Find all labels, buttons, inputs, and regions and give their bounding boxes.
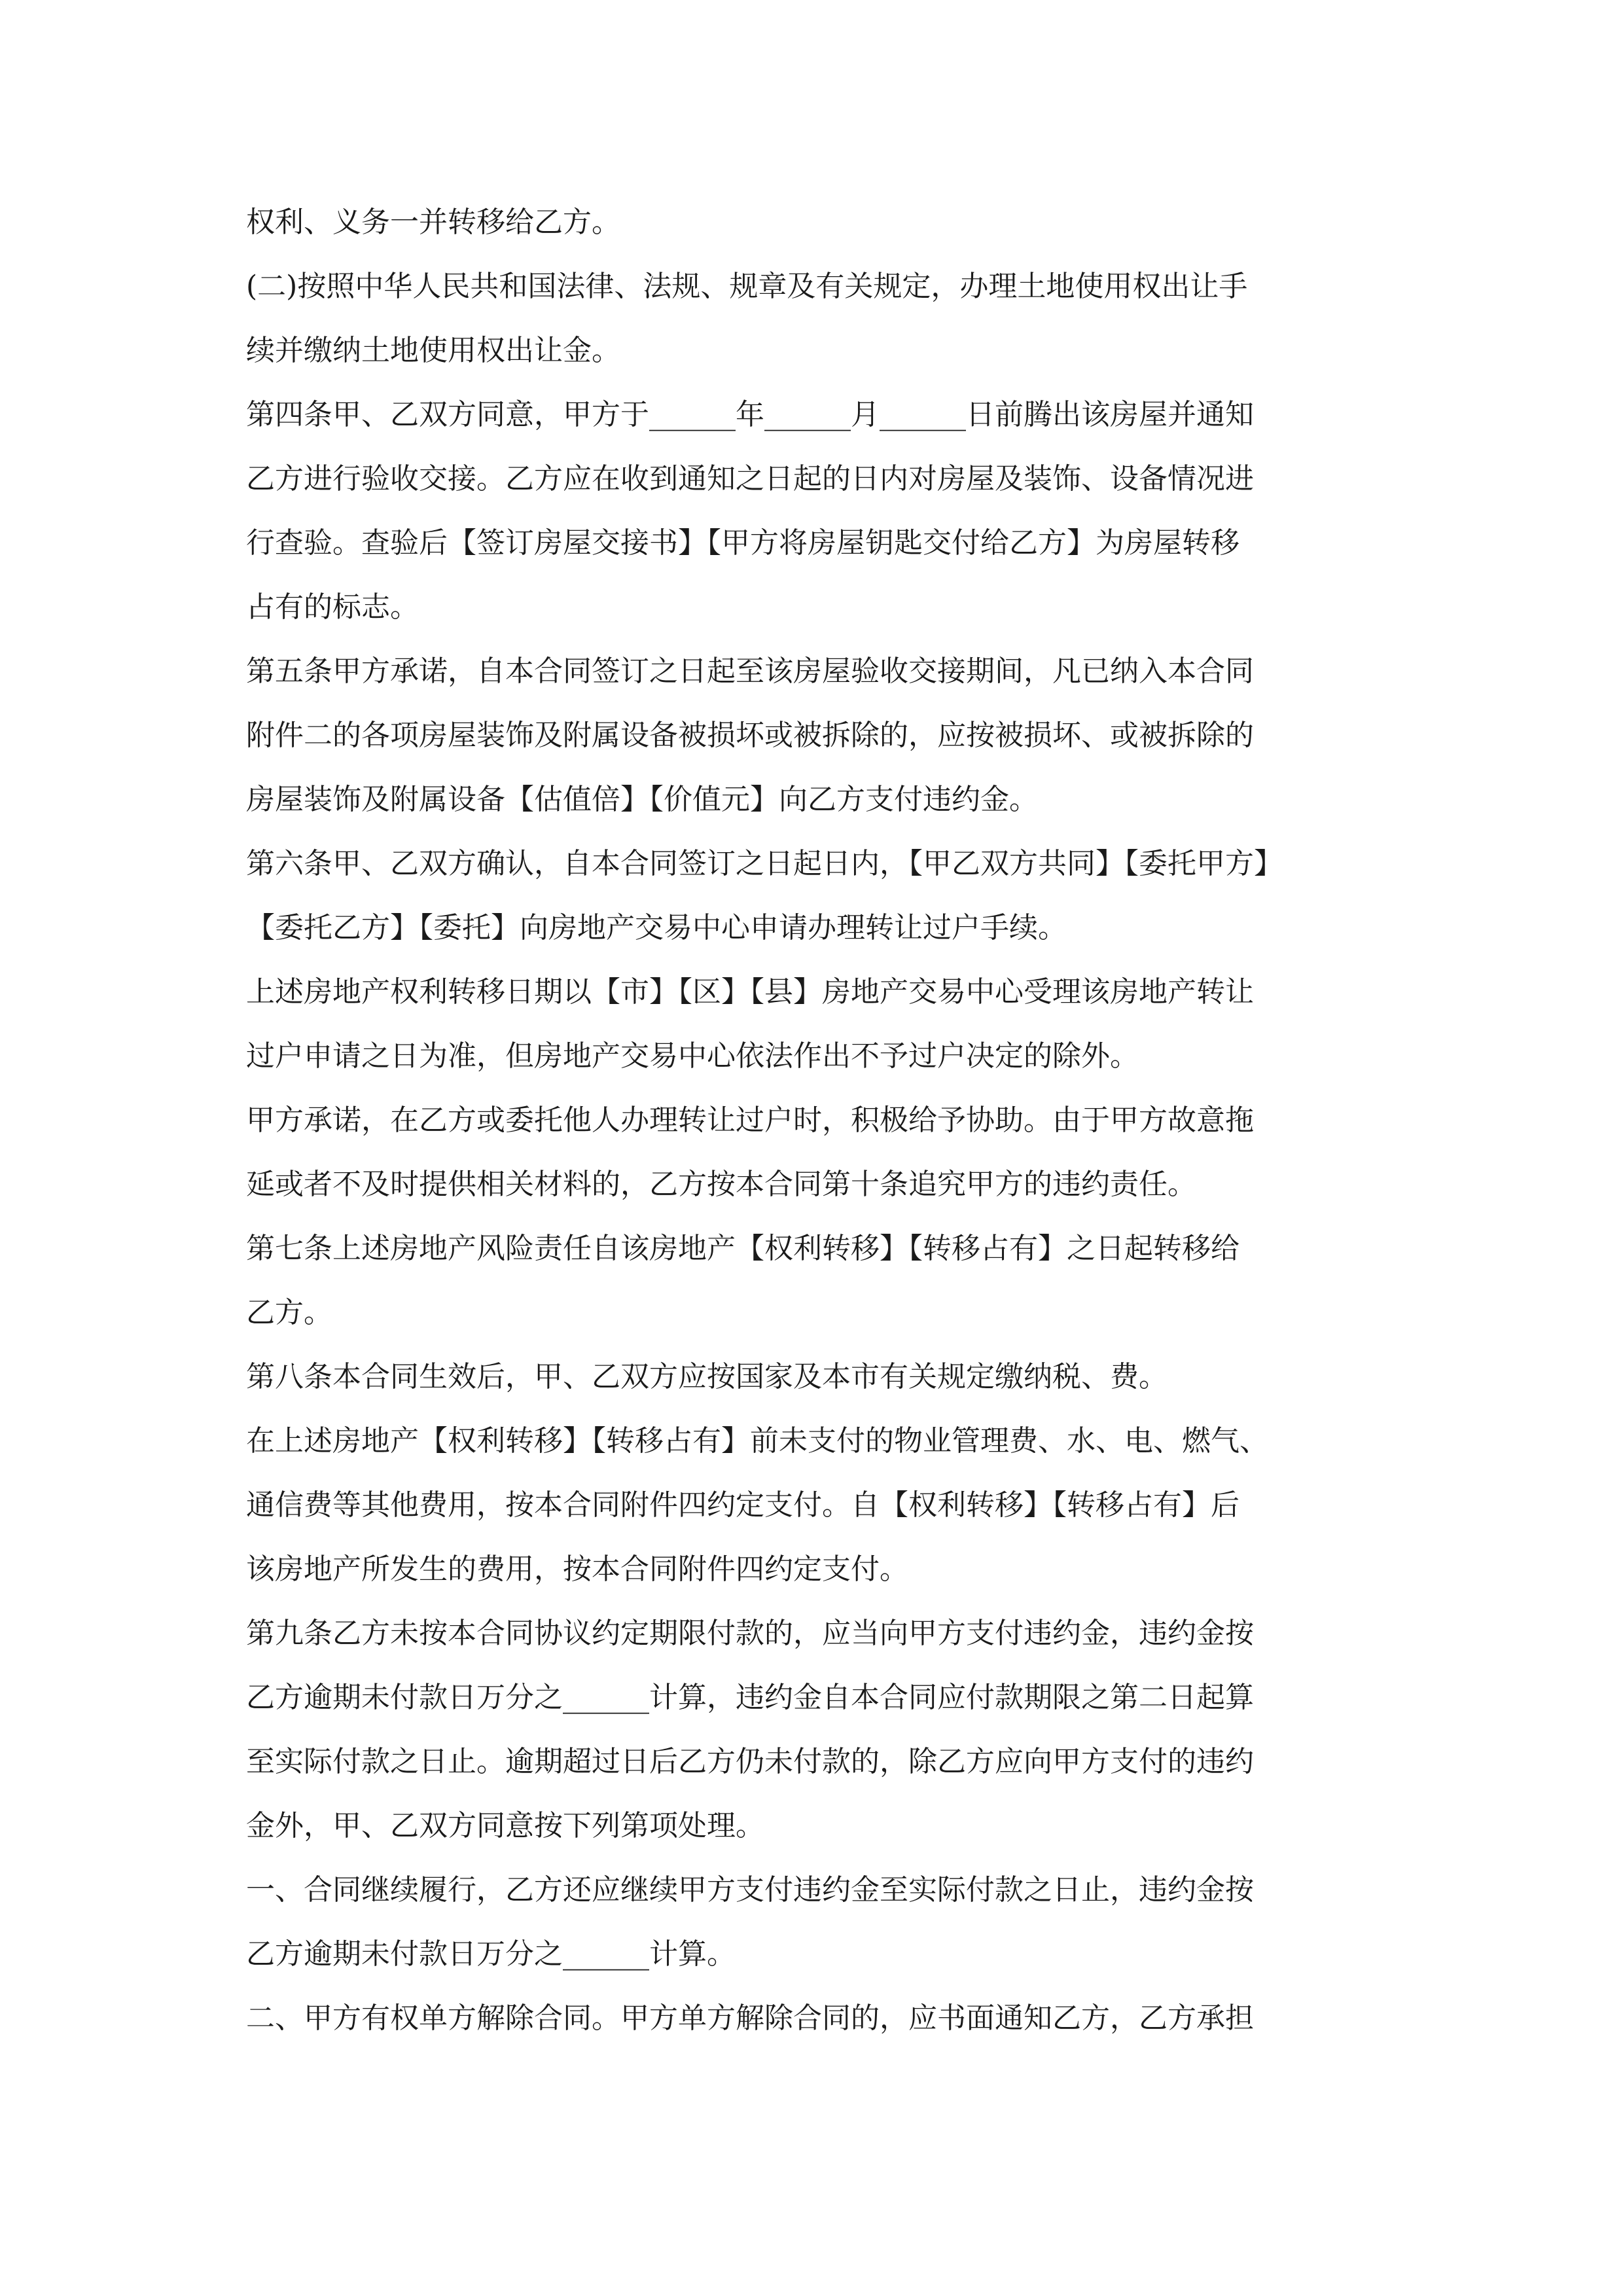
text-line: 通信费等其他费用，按本合同附件四约定支付。自【权利转移】【转移占有】后 (246, 1488, 1240, 1522)
text-line: 该房地产所发生的费用，按本合同附件四约定支付。 (246, 1552, 908, 1586)
text-line: 第八条本合同生效后，甲、乙双方应按国家及本市有关规定缴纳税、费。 (246, 1360, 1168, 1393)
text-line: 第五条甲方承诺，自本合同签订之日起至该房屋验收交接期间，凡已纳入本合同 (246, 655, 1254, 688)
text-line: 在上述房地产【权利转移】【转移占有】前未支付的物业管理费、水、电、燃气、 (246, 1424, 1268, 1458)
text-line: 【委托乙方】【委托】向房地产交易中心申请办理转让过户手续。 (246, 911, 1067, 944)
text-line: 第四条甲、乙双方同意，甲方于______年______月______日前腾出该房屋并通知 (246, 398, 1254, 431)
text-line: 二、甲方有权单方解除合同。甲方单方解除合同的，应书面通知乙方，乙方承担 (246, 2001, 1254, 2035)
text-line: 第六条甲、乙双方确认，自本合同签订之日起日内，【甲乙双方共同】【委托甲方】 (246, 847, 1283, 880)
text-line: 房屋装饰及附属设备【估值倍】【价值元】向乙方支付违约金。 (246, 783, 1038, 816)
text-line: 续并缴纳土地使用权出让金。 (246, 334, 620, 367)
text-line: 乙方逾期未付款日万分之______计算。 (246, 1937, 736, 1971)
text-line: (二)按照中华人民共和国法律、法规、规章及有关规定，办理土地使用权出让手 (246, 270, 1248, 303)
text-line: 占有的标志。 (246, 590, 419, 624)
text-line: 上述房地产权利转移日期以【市】【区】【县】房地产交易中心受理该房地产转让 (246, 975, 1254, 1009)
text-line: 权利、义务一并转移给乙方。 (246, 206, 620, 239)
text-line: 过户申请之日为准，但房地产交易中心依法作出不予过户决定的除外。 (246, 1039, 1139, 1073)
text-line: 行查验。查验后【签订房屋交接书】【甲方将房屋钥匙交付给乙方】为房屋转移 (246, 526, 1240, 560)
text-line: 乙方逾期未付款日万分之______计算，违约金自本合同应付款期限之第二日起算 (246, 1681, 1254, 1714)
text-line: 延或者不及时提供相关材料的，乙方按本合同第十条追究甲方的违约责任。 (246, 1168, 1196, 1201)
text-line: 金外，甲、乙双方同意按下列第项处理。 (246, 1809, 764, 1842)
text-line: 一、合同继续履行，乙方还应继续甲方支付违约金至实际付款之日止，违约金按 (246, 1873, 1254, 1907)
text-line: 至实际付款之日止。逾期超过日后乙方仍未付款的，除乙方应向甲方支付的违约 (246, 1745, 1254, 1778)
text-line: 乙方进行验收交接。乙方应在收到通知之日起的日内对房屋及装饰、设备情况进 (246, 462, 1254, 495)
text-line: 第七条上述房地产风险责任自该房地产【权利转移】【转移占有】之日起转移给 (246, 1232, 1240, 1265)
text-line: 第九条乙方未按本合同协议约定期限付款的，应当向甲方支付违约金，违约金按 (246, 1617, 1254, 1650)
text-line: 附件二的各项房屋装饰及附属设备被损坏或被拆除的，应按被损坏、或被拆除的 (246, 719, 1254, 752)
text-line: 甲方承诺，在乙方或委托他人办理转让过户时，积极给予协助。由于甲方故意拖 (246, 1103, 1254, 1137)
text-line: 乙方。 (246, 1296, 332, 1329)
